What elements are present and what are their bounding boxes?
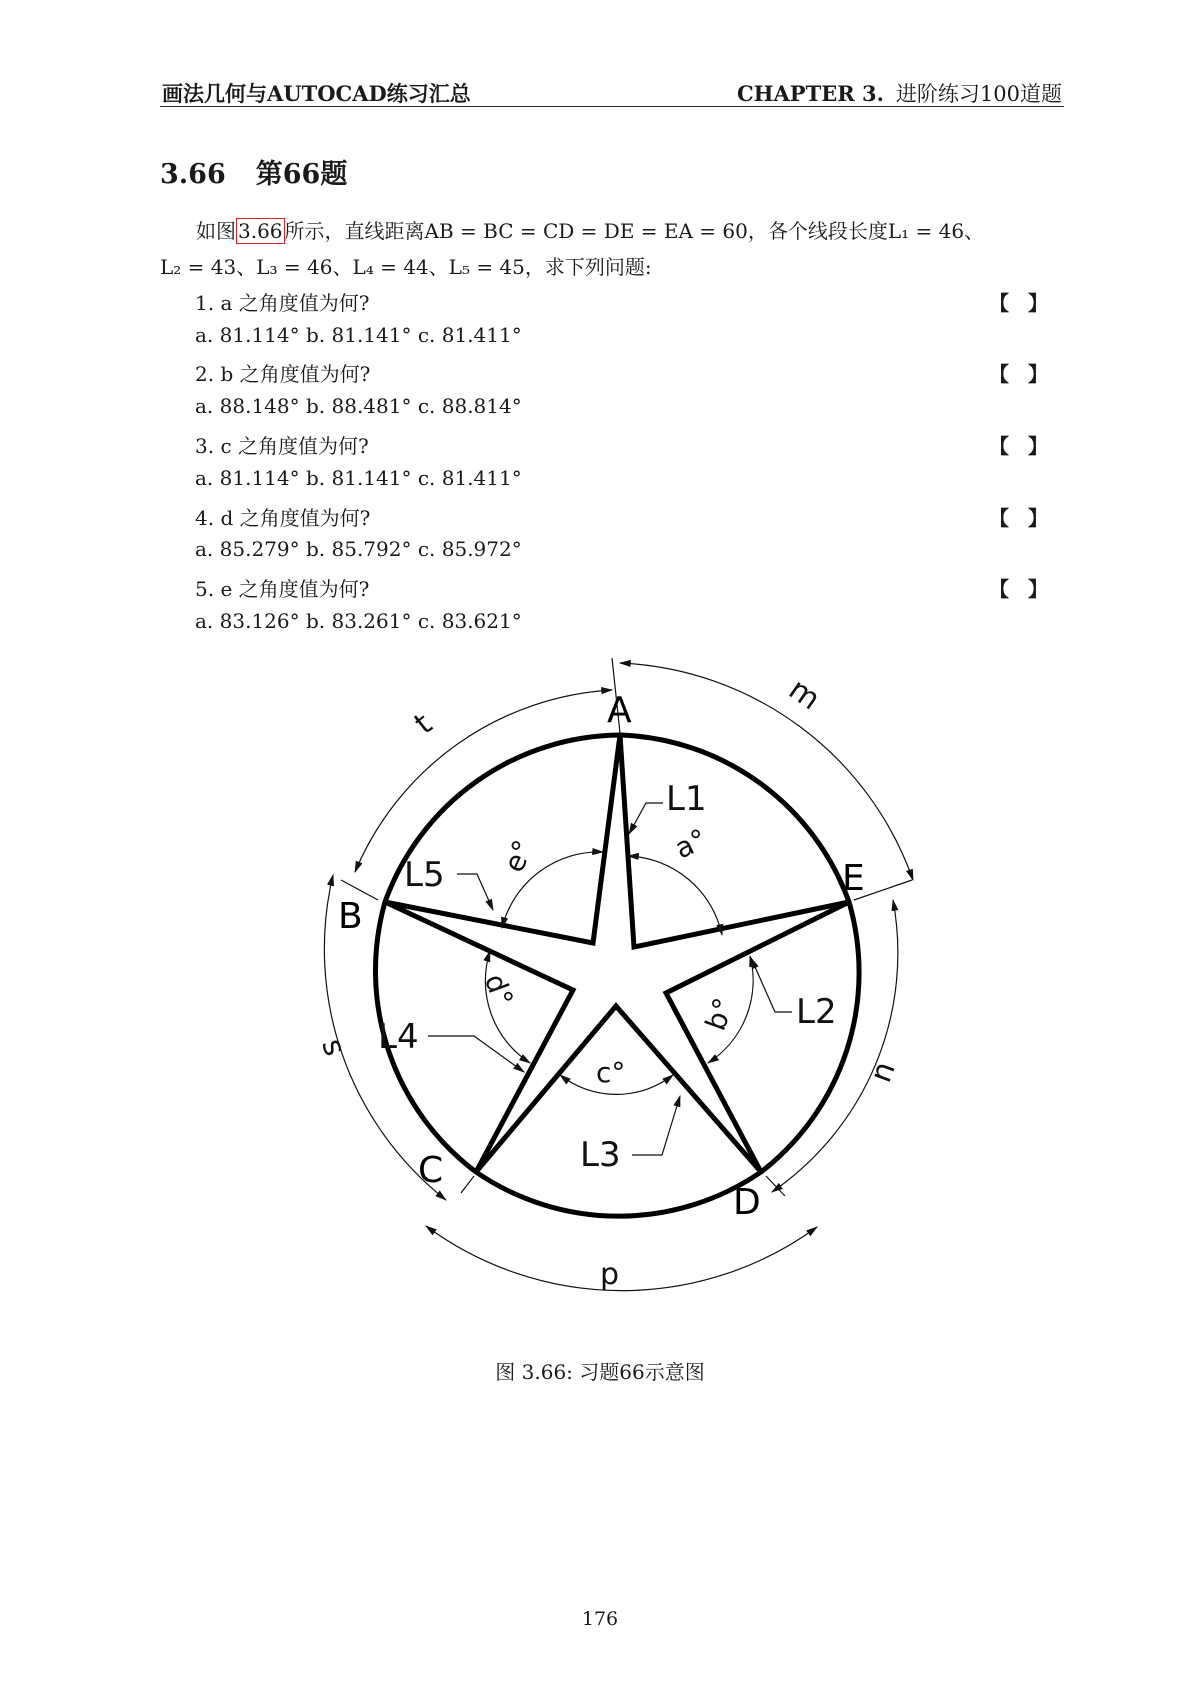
label-L2: L2 [796, 992, 837, 1032]
label-point-E: E [842, 858, 865, 899]
section-name: 第66题 [255, 159, 348, 190]
label-angle-d: d° [477, 969, 520, 1011]
star-figure [280, 650, 920, 1344]
chapter-number: CHAPTER 3. [736, 81, 884, 106]
answer-bracket: 【 】 [989, 362, 1054, 386]
intro-line-1 [160, 214, 1064, 248]
question-3-options: a. 81.114° b. 81.141° c. 81.411° [195, 466, 522, 490]
page-number: 176 [581, 1608, 619, 1630]
label-point-D: D [733, 1182, 761, 1223]
label-point-B: B [338, 896, 363, 937]
leader-L5 [457, 874, 493, 910]
question-5 [195, 573, 1064, 603]
angle-arc-a [628, 856, 722, 935]
answer-bracket: 【 】 [989, 577, 1054, 601]
question-5-options: a. 83.126° b. 83.261° c. 83.621° [195, 609, 522, 633]
label-L1: L1 [666, 779, 707, 819]
page-header [160, 76, 1064, 107]
section-title [160, 152, 347, 191]
leader-L2 [751, 958, 792, 1012]
question-1-options: a. 81.114° b. 81.141° c. 81.411° [195, 323, 522, 347]
chapter-title: 进阶练习100道题 [895, 82, 1062, 106]
leader-L3 [632, 1096, 680, 1155]
question-4-options: a. 85.279° b. 85.792° c. 85.972° [195, 537, 522, 561]
figure-ref-link[interactable]: 3.66 [238, 219, 283, 243]
leader-L4 [428, 1036, 524, 1072]
question-4 [195, 502, 1064, 532]
label-point-C: C [418, 1150, 444, 1191]
question-text: 4. d 之角度值为何? [195, 506, 371, 530]
question-text: 5. e 之角度值为何? [195, 577, 370, 601]
book-title: 画法几何与AUTOCAD练习汇总 [162, 81, 471, 106]
answer-bracket: 【 】 [989, 506, 1054, 530]
section-number: 3.66 [160, 159, 226, 190]
intro-line-2: L₂ = 43、L₃ = 46、L₄ = 44、L₅ = 45，求下列问题: [160, 255, 652, 279]
question-text: 1. a 之角度值为何? [195, 291, 370, 315]
label-arc-t: t [407, 706, 439, 742]
label-L5: L5 [404, 855, 445, 895]
question-1 [195, 287, 1064, 317]
star-diagram [280, 650, 920, 1340]
intro-prefix: 如图 [196, 219, 236, 243]
label-arc-m: m [782, 671, 827, 718]
label-angle-e: e° [497, 835, 541, 878]
label-L4: L4 [378, 1017, 419, 1057]
question-text: 2. b 之角度值为何? [195, 362, 371, 386]
label-point-A: A [607, 690, 632, 731]
chapter-heading [737, 78, 1062, 108]
question-3 [195, 430, 1064, 460]
intro-line-1-text: 所示，直线距离AB = BC = CD = DE = EA = 60，各个线段长度L₁ = 46、 [284, 219, 985, 243]
label-arc-n: n [863, 1057, 903, 1087]
arc-p [426, 1226, 817, 1291]
label-L3: L3 [580, 1135, 621, 1175]
label-angle-a: a° [669, 822, 712, 866]
arc-m [620, 663, 913, 880]
label-arc-p: p [600, 1257, 620, 1292]
question-2-options: a. 88.148° b. 88.481° c. 88.814° [195, 394, 522, 418]
answer-bracket: 【 】 [989, 291, 1054, 315]
label-angle-c: c° [596, 1056, 626, 1089]
arc-t [355, 690, 612, 872]
question-2 [195, 358, 1064, 388]
leader-L1 [629, 803, 663, 834]
label-angle-b: b° [698, 993, 741, 1035]
answer-bracket: 【 】 [989, 434, 1054, 458]
question-text: 3. c 之角度值为何? [195, 434, 369, 458]
figure-caption: 图 3.66: 习题66示意图 [495, 1360, 705, 1384]
label-arc-s: s [314, 1034, 353, 1061]
